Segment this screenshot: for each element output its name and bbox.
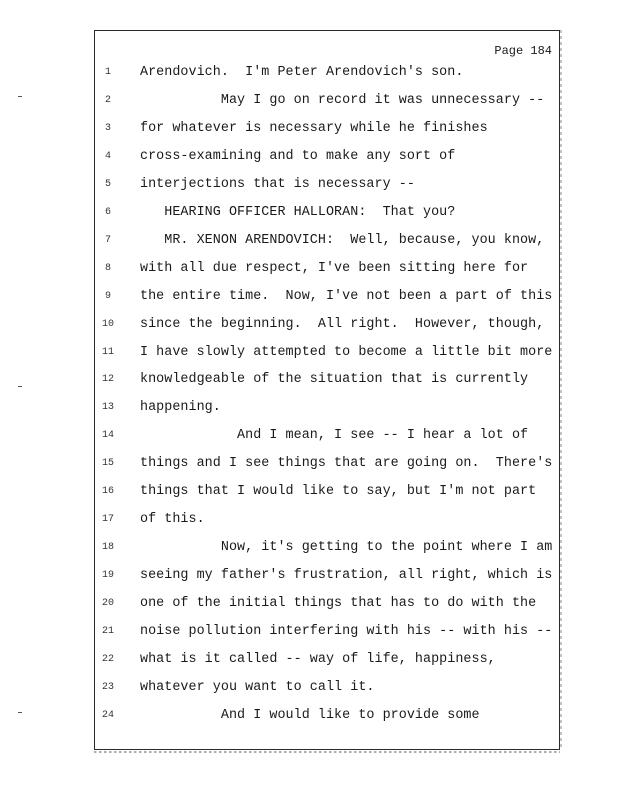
line-number: 12 xyxy=(101,374,114,386)
line-number: 20 xyxy=(101,598,114,610)
transcript-line xyxy=(0,232,618,250)
line-number: 15 xyxy=(101,458,114,470)
transcript-line xyxy=(0,567,618,585)
line-number: 18 xyxy=(101,542,114,554)
line-number: 5 xyxy=(104,178,111,190)
transcript-line xyxy=(0,148,618,166)
line-text: things that I would like to say, but I'm not part xyxy=(140,484,537,500)
line-number: 9 xyxy=(104,290,111,302)
transcript-page-frame xyxy=(94,30,560,750)
transcript-line xyxy=(0,371,618,389)
line-text: May I go on record it was unnecessary -- xyxy=(140,92,545,108)
transcript-line xyxy=(0,595,618,613)
transcript-line xyxy=(0,344,618,362)
scan-edge-bottom xyxy=(94,751,560,753)
transcript-line xyxy=(0,260,618,278)
line-number: 21 xyxy=(101,626,114,637)
line-number: 11 xyxy=(101,346,114,358)
transcript-line xyxy=(0,623,618,641)
line-number: 14 xyxy=(101,430,114,442)
transcript-line xyxy=(0,399,618,417)
transcript-line xyxy=(0,539,618,557)
line-text: the entire time. Now, I've not been a part of this xyxy=(140,288,552,304)
line-text: cross-examining and to make any sort of xyxy=(140,148,456,164)
line-text: Arendovich. I'm Peter Arendovich's son. xyxy=(140,65,464,80)
line-text: whatever you want to call it. xyxy=(140,679,375,695)
line-text: seeing my father's frustration, all right, which is xyxy=(140,568,552,584)
transcript-line xyxy=(0,92,618,110)
line-number: 1 xyxy=(104,67,111,78)
line-text: one of the initial things that has to do with the xyxy=(140,596,537,612)
line-text: since the beginning. All right. However, though, xyxy=(140,316,545,332)
transcript-line xyxy=(0,176,618,194)
transcript-line xyxy=(0,64,618,82)
transcript-line xyxy=(0,679,618,697)
transcript-line xyxy=(0,316,618,334)
line-text: happening. xyxy=(140,400,221,416)
line-number: 2 xyxy=(104,94,111,106)
line-number: 24 xyxy=(101,709,114,721)
line-text: And I mean, I see -- I hear a lot of xyxy=(140,428,529,444)
line-number: 22 xyxy=(101,653,114,665)
transcript-line xyxy=(0,427,618,445)
line-number: 16 xyxy=(101,486,114,498)
transcript-line xyxy=(0,651,618,669)
line-text: what is it called -- way of life, happiness, xyxy=(140,651,496,667)
line-number: 3 xyxy=(104,122,111,134)
line-text: of this. xyxy=(140,512,205,528)
line-number: 4 xyxy=(104,150,111,162)
line-text: for whatever is necessary while he finishes xyxy=(140,120,488,136)
line-text: And I would like to provide some xyxy=(140,707,480,723)
line-number: 8 xyxy=(104,262,111,274)
transcript-line xyxy=(0,120,618,138)
line-text: with all due respect, I've been sitting here for xyxy=(140,260,529,276)
line-text: HEARING OFFICER HALLORAN: That you? xyxy=(140,204,456,220)
line-text: knowledgeable of the situation that is currently xyxy=(140,372,529,388)
line-number: 10 xyxy=(101,318,114,330)
line-number: 13 xyxy=(101,402,114,414)
line-number: 6 xyxy=(104,206,111,218)
transcript-line xyxy=(0,288,618,306)
line-number: 17 xyxy=(101,514,114,526)
transcript-line xyxy=(0,707,618,725)
line-number: 7 xyxy=(104,234,111,246)
line-text: noise pollution interfering with his -- with his -- xyxy=(140,624,552,639)
page-number: Page 184 xyxy=(494,44,552,58)
transcript-line xyxy=(0,204,618,222)
transcript-line xyxy=(0,483,618,501)
transcript-line xyxy=(0,455,618,473)
line-number: 23 xyxy=(101,681,114,693)
line-text: things and I see things that are going on. There's xyxy=(140,456,552,472)
line-text: MR. XENON ARENDOVICH: Well, because, you know, xyxy=(140,232,545,248)
transcript-line xyxy=(0,511,618,529)
line-text: interjections that is necessary -- xyxy=(140,176,415,192)
line-text: Now, it's getting to the point where I am xyxy=(140,540,552,556)
line-number: 19 xyxy=(101,570,114,582)
line-text: I have slowly attempted to become a little bit more xyxy=(140,344,552,360)
